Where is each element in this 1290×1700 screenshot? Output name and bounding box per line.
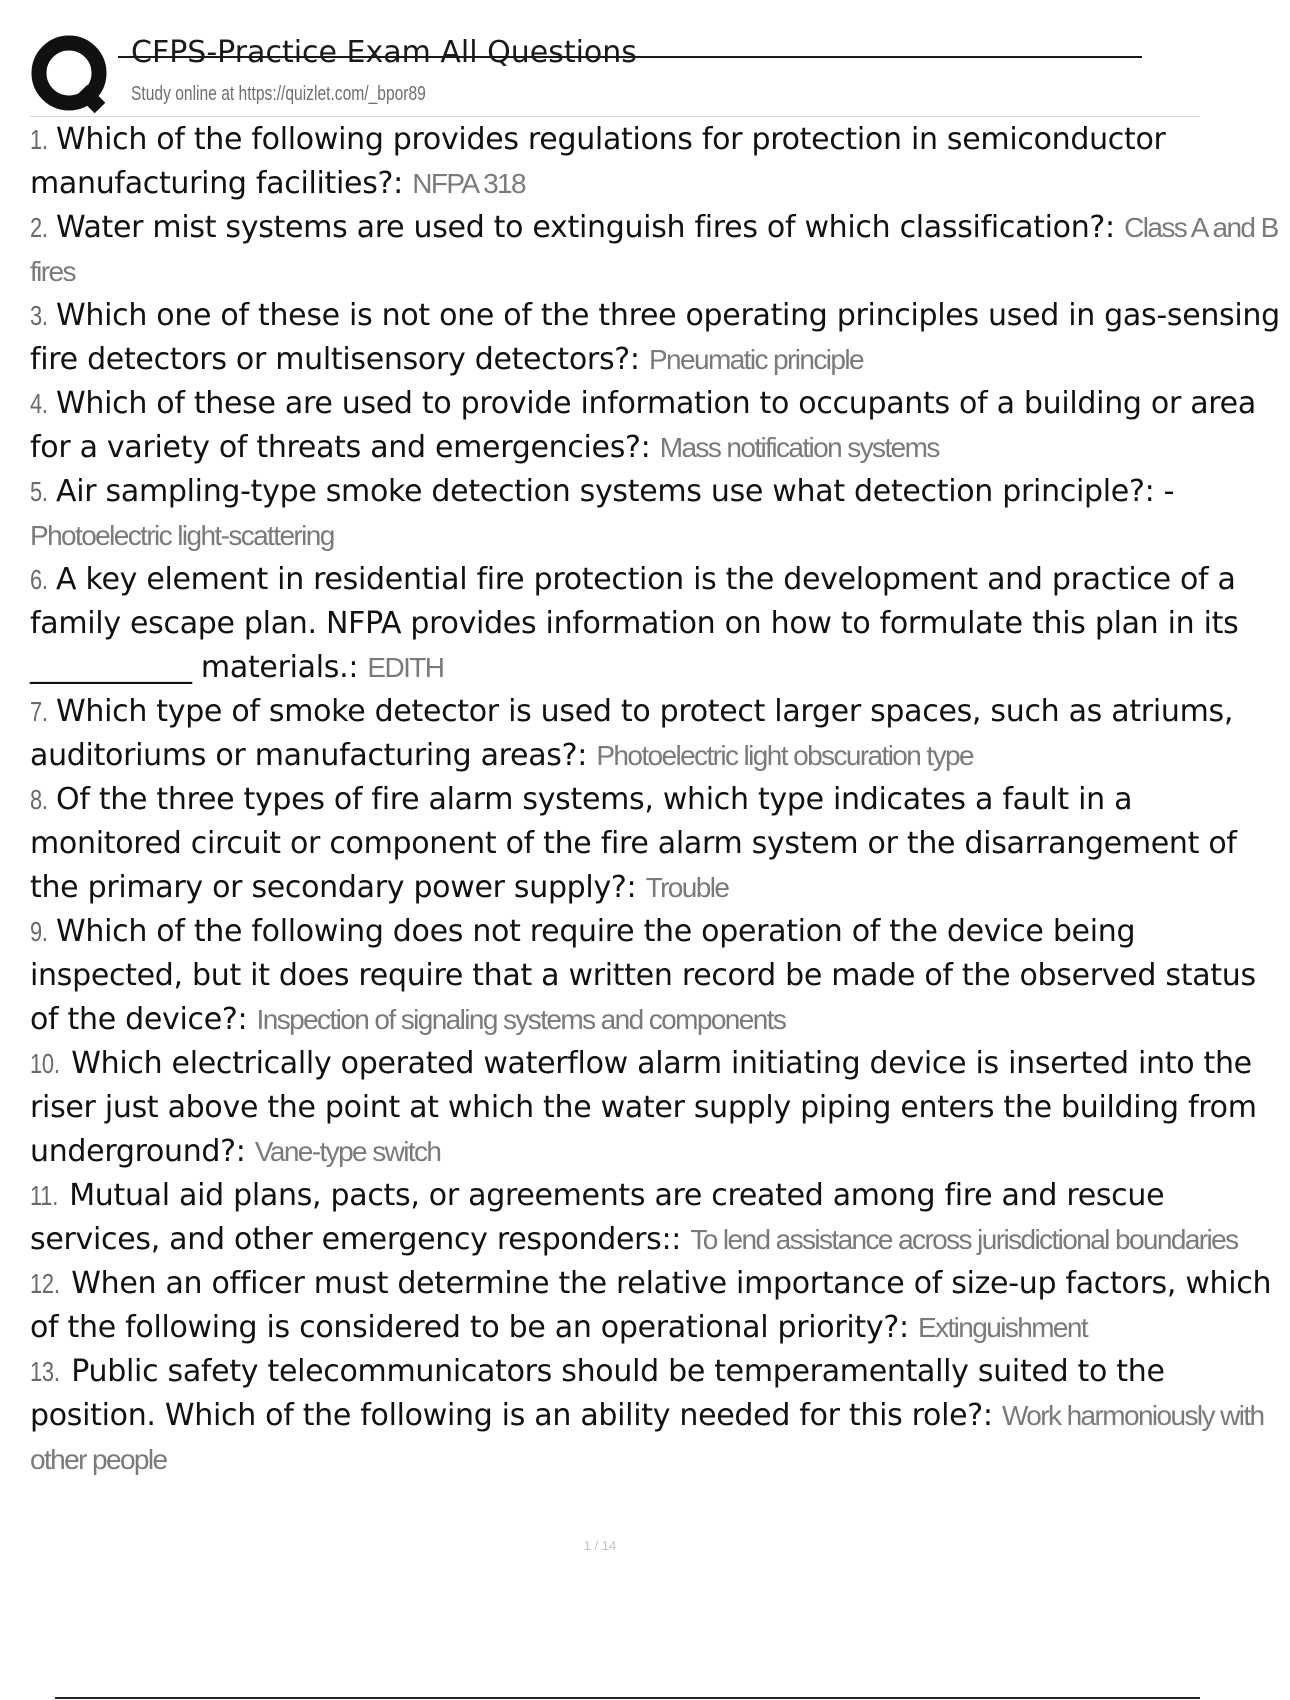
title-strike-line bbox=[118, 56, 1142, 58]
question-answer: Photoelectric light-scattering bbox=[30, 520, 334, 551]
footer-rule bbox=[55, 1697, 1200, 1699]
question-number: 8. bbox=[30, 784, 48, 815]
question-number: 1. bbox=[30, 124, 48, 155]
question-answer: To lend assistance across jurisdictional boundaries bbox=[690, 1224, 1238, 1255]
question-item-2 bbox=[30, 206, 1290, 294]
question-text: A key element in residential fire protection is the development and practice of a family escape plan. NFPA provides information on how to formulate this plan in its ___________ materials.: bbox=[30, 562, 1239, 685]
question-text: When an officer must determine the relative importance of size-up factors, which of the following is considered to be an operational priority?: bbox=[30, 1266, 1272, 1345]
question-answer: Inspection of signaling systems and components bbox=[256, 1004, 786, 1035]
question-item-3 bbox=[30, 294, 1290, 382]
question-number: 9. bbox=[30, 916, 48, 947]
question-text: Which of these are used to provide information to occupants of a building or area for a variety of threats and emergencies?: bbox=[30, 386, 1256, 465]
question-answer: Photoelectric light obscuration type bbox=[596, 740, 973, 771]
question-item-13 bbox=[30, 1350, 1290, 1482]
question-number: 7. bbox=[30, 696, 48, 727]
page-number: 1 / 14 bbox=[583, 1538, 617, 1553]
question-number: 6. bbox=[30, 564, 48, 595]
question-answer: NFPA 318 bbox=[412, 168, 525, 199]
study-online-link[interactable]: Study online at https://quizlet.com/_bpor89 bbox=[131, 83, 426, 105]
question-item-8 bbox=[30, 778, 1290, 910]
question-list bbox=[30, 118, 1280, 1482]
question-number: 5. bbox=[30, 476, 48, 507]
question-answer: Work harmoniously with other people bbox=[30, 1400, 1264, 1475]
question-number: 10. bbox=[30, 1048, 60, 1079]
question-number: 2. bbox=[30, 212, 48, 243]
question-answer: Class A and B fires bbox=[30, 212, 1278, 287]
document-title: CFPS-Practice Exam All Questions bbox=[131, 35, 637, 70]
question-text: Which type of smoke detector is used to protect larger spaces, such as atriums, auditoriums or manufacturing areas?: bbox=[30, 694, 1234, 773]
question-item-12 bbox=[30, 1262, 1290, 1350]
question-answer: Trouble bbox=[645, 872, 729, 903]
question-answer: Mass notification systems bbox=[659, 432, 939, 463]
question-item-10 bbox=[30, 1042, 1290, 1174]
question-answer: EDITH bbox=[367, 652, 444, 683]
question-item-4 bbox=[30, 382, 1290, 470]
question-text: Which one of these is not one of the three operating principles used in gas-sensing fire detectors or multisensory detectors?: bbox=[30, 298, 1280, 377]
question-number: 12. bbox=[30, 1268, 60, 1299]
question-item-11 bbox=[30, 1174, 1290, 1262]
question-answer: Extinguishment bbox=[918, 1312, 1088, 1343]
question-text: Mutual aid plans, pacts, or agreements are created among fire and rescue services, and other emergency responders:: bbox=[30, 1178, 1165, 1257]
question-text: Of the three types of fire alarm systems, which type indicates a fault in a monitored circuit or component of the fire alarm system or the disarrangement of the primary or secondary power supply?: bbox=[30, 782, 1237, 905]
question-item-5 bbox=[30, 470, 1290, 558]
question-text: Which of the following provides regulations for protection in semiconductor manufacturing facilities?: bbox=[30, 122, 1166, 201]
question-text: Which of the following does not require the operation of the device being inspected, but it does require that a written record be made of the observed status of the device?: bbox=[30, 914, 1256, 1037]
question-answer: Vane-type switch bbox=[254, 1136, 441, 1167]
question-item-7 bbox=[30, 690, 1290, 778]
question-item-9 bbox=[30, 910, 1290, 1042]
question-text: Which electrically operated waterflow alarm initiating device is inserted into the riser just above the point at which the water supply piping enters the building from underground?: bbox=[30, 1046, 1257, 1169]
question-item-6 bbox=[30, 558, 1290, 690]
question-item-1 bbox=[30, 118, 1290, 206]
question-number: 4. bbox=[30, 388, 48, 419]
header-divider bbox=[30, 116, 1200, 117]
question-text: Water mist systems are used to extinguish fires of which classification?: bbox=[56, 210, 1115, 245]
question-text: Air sampling-type smoke detection systems use what detection principle?: - bbox=[56, 474, 1175, 509]
question-number: 11. bbox=[30, 1180, 59, 1211]
question-number: 3. bbox=[30, 300, 48, 331]
question-answer: Pneumatic principle bbox=[648, 344, 863, 375]
question-text: Public safety telecommunicators should be temperamentally suited to the position. Which of the following is an ability needed for this role?: bbox=[30, 1354, 1165, 1433]
quizlet-logo-icon bbox=[30, 34, 110, 114]
question-number: 13. bbox=[30, 1356, 60, 1387]
